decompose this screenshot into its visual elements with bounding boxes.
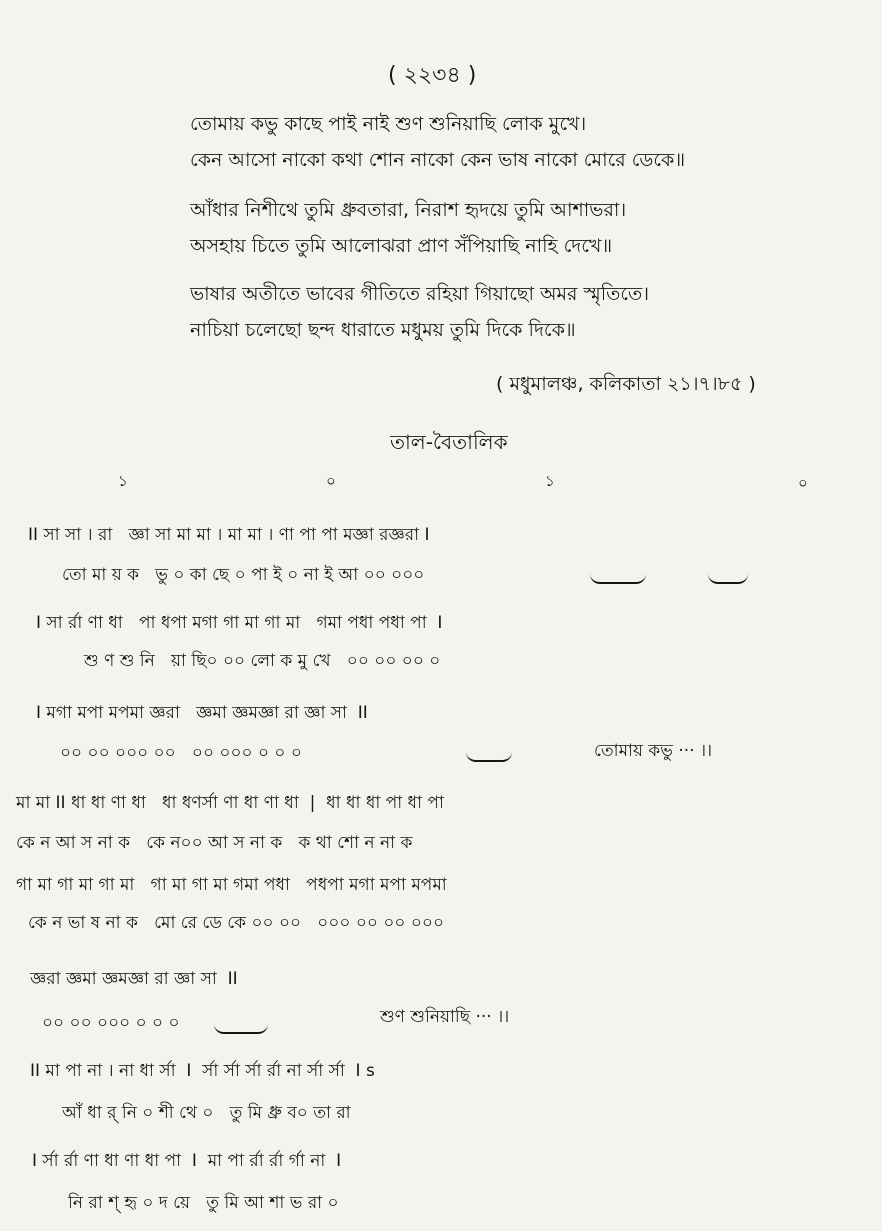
svara-row: I মগা মপা মপমা জ্ঞরা জ্ঞমা জ্ঞমজ্ঞা রা জ্ঞা সা II xyxy=(36,703,368,723)
slur-mark xyxy=(590,574,646,584)
svara-row: জ্ঞরা জ্ঞমা জ্ঞমজ্ঞা রা জ্ঞা সা II xyxy=(30,969,238,989)
lyric-line: আঁধার নিশীথে তুমি ধ্রুবতারা, নিরাশ হৃদয়ে তুমি আশাভরা। xyxy=(190,199,627,221)
repeat-cue: তোমায় কভু ··· ।। xyxy=(594,741,713,761)
lyric-line: অসহায় চিতে তুমি আলোঝরা প্রাণ সঁপিয়াছি নাহি দেখে॥ xyxy=(190,235,613,257)
syllable-row: শু ণ শু নি য়া ছি০ ০০ লো ক মু খে ০০ ০০ ০০ ০ xyxy=(84,651,441,671)
slur-mark xyxy=(466,752,512,762)
lyric-line: তোমায় কভু কাছে পাই নাই শুণ শুনিয়াছি লোক মুখে। xyxy=(190,113,587,135)
beat-marker: ১ xyxy=(545,472,555,490)
slur-mark xyxy=(214,1024,268,1034)
lyric-line: নাচিয়া চলেছো ছন্দ ধারাতে মধুময় তুমি দিকে দিকে॥ xyxy=(190,319,576,341)
syllable-row: নি রা শ্ হৃ ০ দ য়ে তু মি আ শা ভ রা ০ xyxy=(68,1193,339,1213)
syllable-row: ০০ ০০ ০০০ ০ ০ ০ xyxy=(42,1013,180,1033)
song-number: ( ২২৩৪ ) xyxy=(388,63,477,88)
beat-marker: ১ xyxy=(118,472,128,490)
slur-mark xyxy=(708,574,748,584)
syllable-row: ০০ ০০ ০০০ ০০ ০০ ০০০ ০ ০ ০ xyxy=(60,743,302,763)
syllable-row: আঁ ধা র্ নি ০ শী থে ০ তু মি ধ্রু ব০ তা রা xyxy=(62,1103,351,1123)
repeat-cue: শুণ শুনিয়াছি ··· ।। xyxy=(380,1007,510,1027)
syllable-row: কে ন আ স না ক কে ন০০ আ স না ক ক থা শো ন না ক xyxy=(16,833,413,853)
syllable-row: কে ন ভা ষ না ক মো রে ডে কে ০০ ০০ ০০০ ০০ ০০ ০০০ xyxy=(28,913,445,933)
beat-marker: ০ xyxy=(798,474,808,492)
svara-row: মা মা II ধা ধা ণা ধা ধা ধণর্সা ণা ধা ণা ধা | ধা ধা ধা পা ধা পা xyxy=(16,793,444,813)
svara-row: II সা সা । রা জ্ঞা সা মা মা । মা মা । ণা পা পা মজ্ঞা রজ্ঞরা I xyxy=(28,525,430,545)
citation: ( মধুমালঞ্চ, কলিকাতা ২১।৭।৮৫ ) xyxy=(496,373,756,395)
svara-row: II মা পা না । না ধা র্সা I র্সা র্সা র্সা র্রা না র্সা র্সা I s xyxy=(30,1061,375,1081)
lyric-line: ভাষার অতীতে ভাবের গীতিতে রহিয়া গিয়াছো অমর স্মৃতিতে। xyxy=(190,283,650,305)
tala-heading: তাল-বৈতালিক xyxy=(390,430,508,454)
syllable-row: তো মা য় ক ভু ০ কা ছে ০ পা ই ০ না ই আ ০০ ০০০ xyxy=(62,565,425,585)
svara-row: I সা র্রা ণা ধা পা ধপা মগা গা মা গা মা গমা পধা পধা পা I xyxy=(36,613,443,633)
lyric-line: কেন আসো নাকো কথা শোন নাকো কেন ভাষ নাকো মোরে ডেকে॥ xyxy=(190,149,686,171)
svara-row: গা মা গা মা গা মা গা মা গা মা গমা পধা পধপা মগা মপা মপমা xyxy=(16,875,447,895)
svara-row: I র্সা র্রা ণা ধা ণা ধা পা I মা পা র্রা র্রা র্গা না I xyxy=(32,1151,342,1171)
beat-marker: ০ xyxy=(326,472,336,490)
